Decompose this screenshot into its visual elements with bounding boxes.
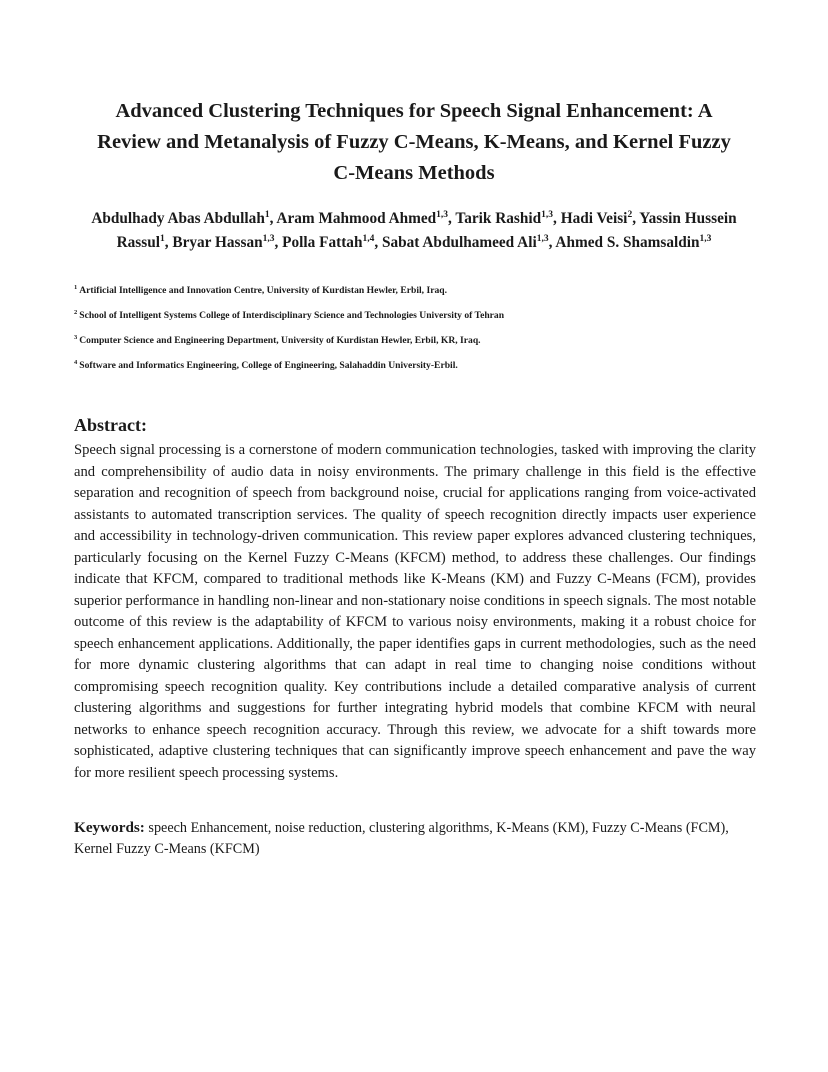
title-line-3: C-Means Methods (333, 162, 495, 184)
keywords-label: Keywords: (74, 819, 145, 836)
keywords (74, 817, 764, 860)
author-affiliation-mark: 1,3 (536, 233, 549, 244)
affiliation-3 (74, 335, 774, 347)
author-name: Tarik Rashid (455, 210, 542, 227)
affiliation-number: 2 (74, 308, 78, 316)
affiliation-1 (74, 285, 774, 297)
paper-title (60, 96, 768, 189)
author-name: Bryar Hassan (172, 233, 263, 251)
author-affiliation-mark: 1,3 (262, 233, 275, 244)
abstract-heading: Abstract: (74, 415, 147, 435)
affiliation-number: 1 (74, 283, 78, 291)
affiliation-2 (74, 310, 774, 322)
author-affiliation-mark: 1 (159, 233, 165, 244)
author-name: Hadi Veisi (560, 210, 628, 227)
author-affiliation-mark: 1,3 (541, 209, 554, 220)
title-line-2: Review and Metanalysis of Fuzzy C-Means, K-Means, and Kernel Fuzzy (97, 131, 731, 153)
author-affiliation-mark: 1,3 (699, 233, 712, 244)
author-affiliation-mark: 1 (264, 209, 270, 220)
author-name: Aram Mahmood Ahmed (276, 210, 437, 227)
affiliation-number: 3 (74, 333, 78, 341)
affiliation-4 (74, 360, 774, 372)
author-list: Abdulhady Abas Abdullah$^1$, Aram Mahmood Ahmed$^{1,3}$, Tarik Rashid$^{1,3}$, Hadi Veisi$^2$, Yassin Hussein Rassul$^1$, Bryar Hassan$^{1,3}$, Polla Fattah$^{1,4}$, Sabat Abdulhameed Ali$^{1,3}$, Ahmed S. Shamsaldin$^{1,3}$ (91, 209, 737, 251)
author-affiliation-mark: 1,3 (436, 209, 449, 220)
author-name: Yassin Hussein Rassul (116, 210, 737, 251)
author-affiliation-mark: 2 (627, 209, 633, 220)
affiliation-text: School of Intelligent Systems College of Interdisciplinary Science and Technologies University of Tehran (79, 310, 505, 321)
author-name: Polla Fattah (282, 233, 363, 251)
author-name: Sabat Abdulhameed Ali (382, 233, 537, 251)
author-name: Ahmed S. Shamsaldin (555, 233, 700, 251)
author-affiliation-mark: 1,4 (362, 233, 375, 244)
affiliation-number: 4 (74, 358, 78, 366)
title-line-1: Advanced Clustering Techniques for Speech Signal Enhancement: A (115, 100, 713, 122)
abstract-body: Speech signal processing is a cornerstone of modern communication technologies, tasked with improving the clarity and comprehensibility of audio data in noisy environments. The primary challenge in this field is the effective separation and recognition of speech from background noise, crucial for applications ranging from voice-activated assistants to automated transcription services. The quality of speech recognition directly impacts user experience and accessibility in technology-driven communication. This review paper explores advanced clustering techniques, particularly focusing on the Kernel Fuzzy C-Means (KFCM) method, to address these challenges. Our findings indicate that KFCM, compared to traditional methods like K-Means (KM) and Fuzzy C-Means (FCM), provides superior performance in handling non-linear and non-stationary noise conditions in speech signals. The most notable outcome of this review is the adaptability of KFCM to various noisy environments, making it a robust choice for speech enhancement applications. Additionally, the paper identifies gaps in current methodologies, such as the need for more dynamic clustering algorithms that can adapt in real time to changing noise conditions without compromising speech recognition quality. Key contributions include a detailed comparative analysis of current clustering algorithms and suggestions for further integrating hybrid models that combine KFCM with neural networks to enhance speech recognition accuracy. Through this review, we advocate for a shift towards more sophisticated, adaptive clustering techniques that can significantly improve speech enhancement and pave the way for more resilient speech processing systems. (74, 442, 756, 781)
affiliation-text: Artificial Intelligence and Innovation Centre, University of Kurdistan Hewler, Erbil, Iraq. (79, 285, 448, 296)
affiliation-text: Computer Science and Engineering Department, University of Kurdistan Hewler, Erbil, KR, Iraq. (79, 335, 481, 346)
affiliation-text: Software and Informatics Engineering, College of Engineering, Salahaddin University-Erbil. (79, 360, 458, 371)
author-name: Abdulhady Abas Abdullah (91, 210, 265, 227)
keywords-text: speech Enhancement, noise reduction, clustering algorithms, K-Means (KM), Fuzzy C-Means (FCM), Kernel Fuzzy C-Means (KFCM) (74, 820, 729, 857)
